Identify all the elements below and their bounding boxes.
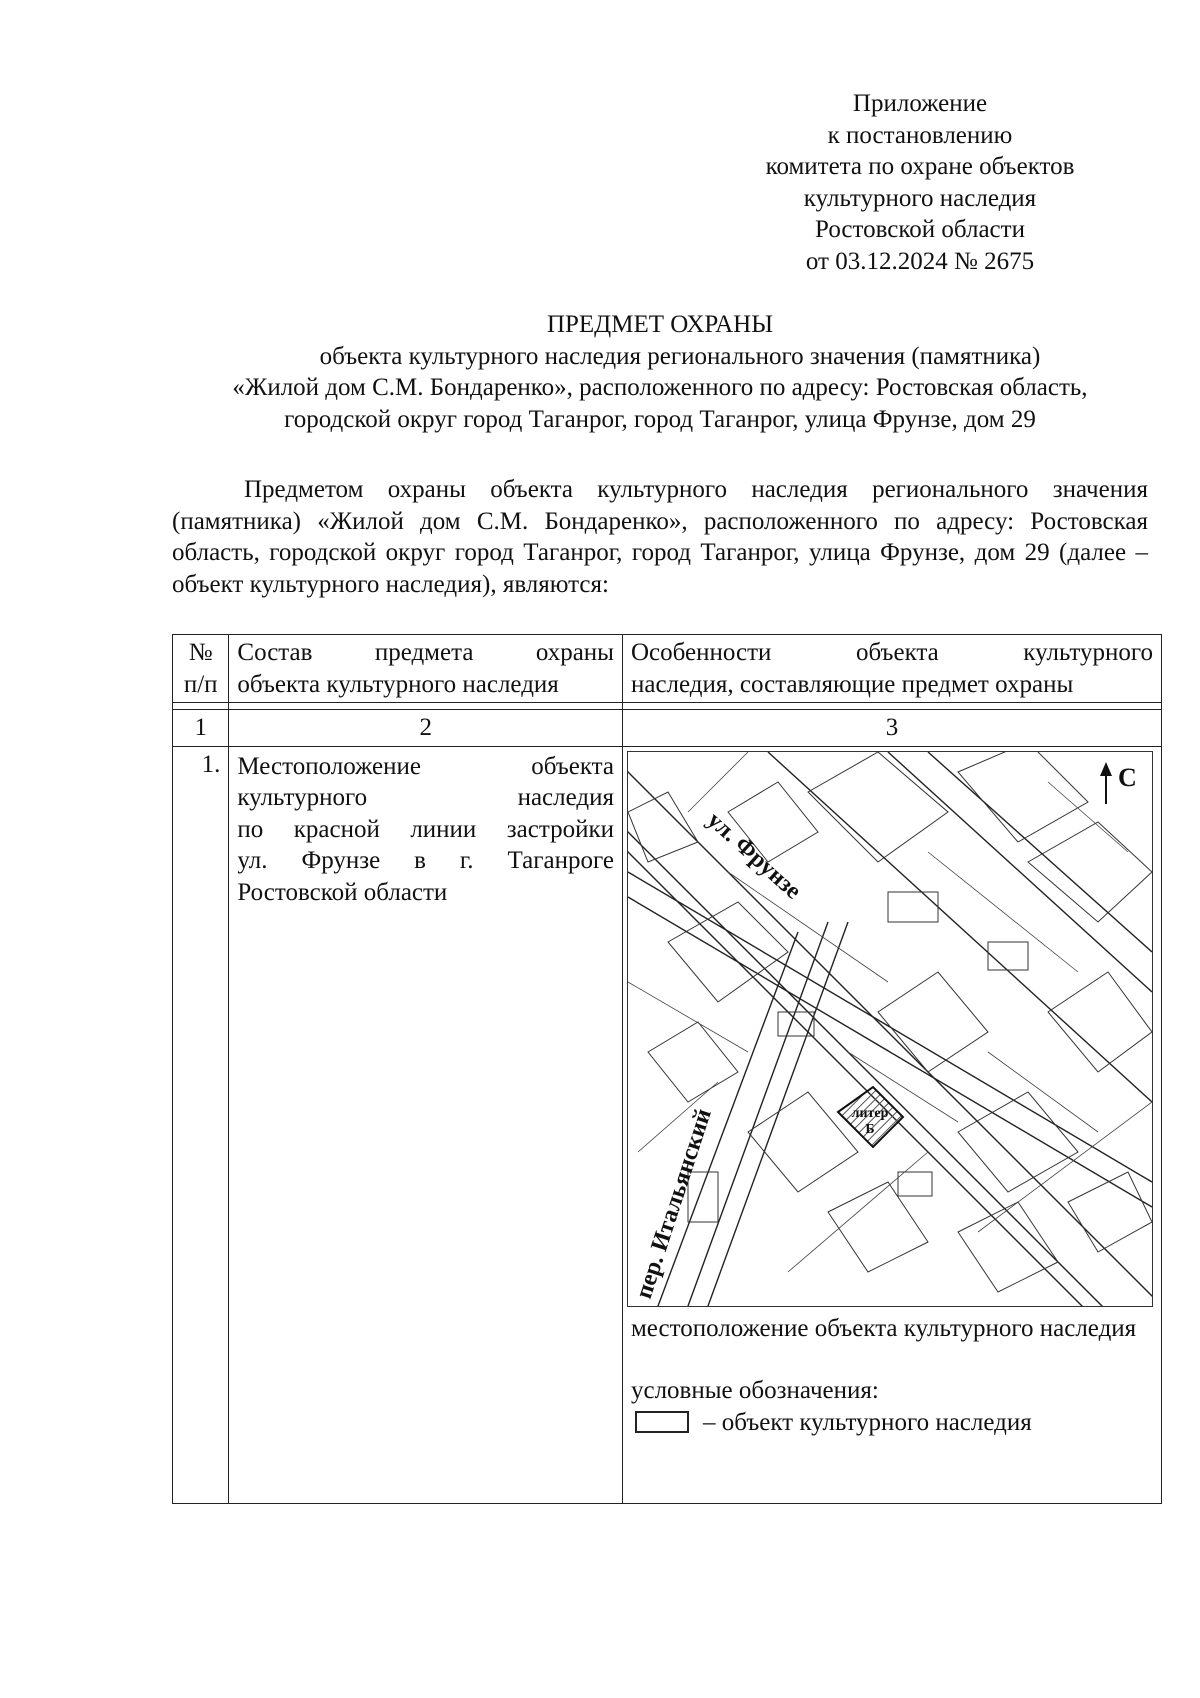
title-line: объекта культурного наследия регионального значения (памятника) bbox=[319, 342, 1041, 370]
object-label: литер bbox=[851, 1105, 889, 1121]
appendix-line: культурного наследия bbox=[803, 184, 1037, 212]
row-composition bbox=[229, 746, 623, 1503]
header-features-line: наследия, составляющие предмет охраны bbox=[630, 670, 1074, 698]
header-separator bbox=[173, 703, 1162, 710]
row-features bbox=[622, 746, 1161, 1503]
header-composition bbox=[229, 635, 623, 703]
legend-swatch bbox=[635, 1411, 689, 1433]
appendix-line: к постановлению bbox=[827, 121, 1013, 149]
column-number: 2 bbox=[229, 710, 623, 747]
map-buildings bbox=[628, 752, 1152, 1292]
document-title bbox=[170, 309, 1150, 435]
header-composition-line: объекта культурного наследия bbox=[237, 670, 559, 698]
protection-table bbox=[172, 634, 1162, 1504]
header-features bbox=[622, 635, 1161, 703]
composition-line: культурного наследия bbox=[237, 784, 614, 811]
appendix-block bbox=[720, 88, 1120, 277]
legend-title: условные обозначения: bbox=[630, 1377, 879, 1404]
column-number: 1 bbox=[173, 710, 229, 747]
table-header-row bbox=[173, 635, 1162, 703]
header-num-line: п/п bbox=[183, 670, 218, 698]
row-number: 1. bbox=[173, 746, 229, 1503]
header-features-line: Особенности объекта культурного bbox=[630, 639, 1153, 666]
intro-paragraph bbox=[172, 474, 1148, 600]
location-map bbox=[627, 751, 1153, 1307]
header-num bbox=[173, 635, 229, 703]
appendix-line: Ростовской области bbox=[815, 216, 1025, 243]
header-composition-line: Состав предмета охраны bbox=[237, 639, 614, 666]
title-line: «Жилой дом С.М. Бондаренко», расположенного по адресу: Ростовская область, bbox=[232, 374, 1088, 401]
legend-item bbox=[631, 1407, 1153, 1439]
appendix-line: Приложение bbox=[852, 90, 988, 117]
composition-line: по красной линии застройки bbox=[237, 815, 614, 843]
street-label-frunze: ул. Фрунзе bbox=[701, 806, 807, 905]
composition-line: ул. Фрунзе в г. Таганроге bbox=[237, 847, 614, 874]
table-row bbox=[173, 746, 1162, 1503]
north-arrow-icon bbox=[1100, 762, 1112, 804]
header-num-line: № bbox=[188, 639, 213, 666]
appendix-line: комитета по охране объектов bbox=[765, 153, 1075, 180]
object-marker bbox=[838, 1087, 903, 1147]
composition-line: Местоположение объекта bbox=[237, 752, 614, 780]
north-label: С bbox=[1117, 762, 1137, 792]
composition-line: Ростовской области bbox=[237, 878, 448, 906]
map-drawing bbox=[628, 752, 1152, 1306]
legend-item-label: – объект культурного наследия bbox=[702, 1408, 1032, 1436]
intro-text: Предметом охраны объекта культурного наследия регионального значения (памятника) «Жилой дом С.М. Бондаренко», расположенного по адресу: Ростовская область, городской округ город Таганрог, город Таганрог, улица Фрунзе, дом 29 (далее – объект культурного наследия), являются: bbox=[172, 476, 1148, 598]
title-heading: ПРЕДМЕТ ОХРАНЫ bbox=[546, 311, 774, 338]
street-label-italyansky: пер. Итальянский bbox=[630, 1105, 717, 1302]
appendix-line: от 03.12.2024 № 2675 bbox=[805, 247, 1035, 275]
title-line: городской округ город Таганрог, город Таганрог, улица Фрунзе, дом 29 bbox=[284, 405, 1036, 433]
column-number: 3 bbox=[622, 710, 1161, 747]
map-caption: местоположение объекта культурного наследия bbox=[630, 1314, 1137, 1342]
object-label: Б bbox=[865, 1121, 875, 1137]
map-street-lines bbox=[628, 752, 1152, 1306]
column-number-row bbox=[173, 710, 1162, 747]
